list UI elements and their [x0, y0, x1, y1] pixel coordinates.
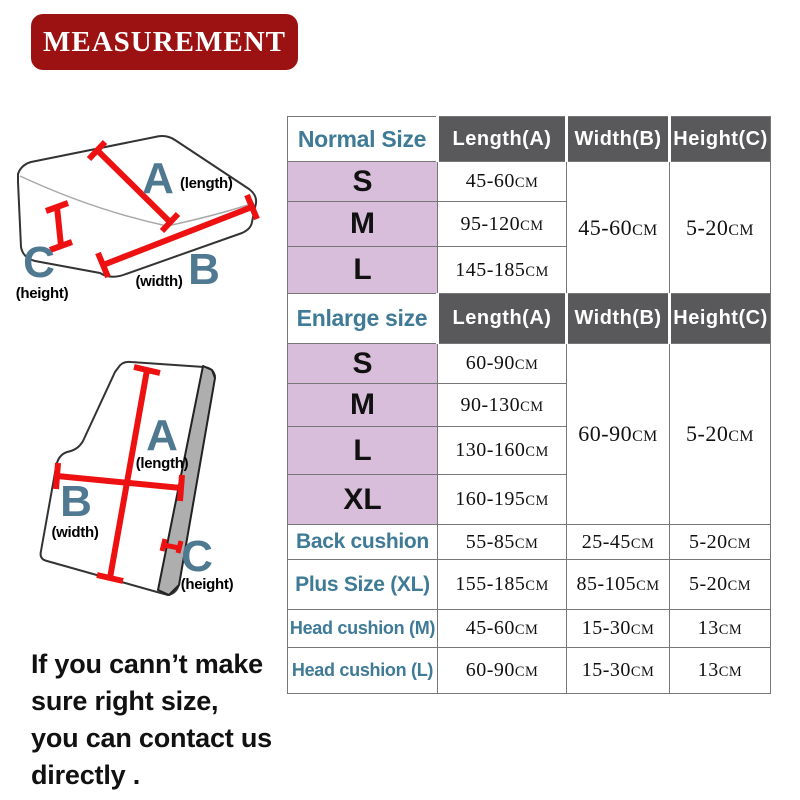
height-cell-plus-size	[670, 560, 771, 610]
length-value: 60-90	[465, 659, 515, 681]
label-b-sub: (width)	[51, 524, 99, 541]
length-cell-enlarge-l	[438, 427, 567, 475]
col-header-height-enlarge: Height(C)	[670, 294, 771, 344]
unit-label: CM	[525, 493, 549, 509]
unit-label: CM	[514, 175, 539, 191]
height-value: 5-20	[688, 573, 728, 595]
label-b: B	[188, 245, 220, 294]
size-cell-normal-l: L	[288, 247, 438, 294]
width-cell-head-cushion-m	[567, 610, 670, 648]
unit-label: CM	[718, 622, 743, 638]
col-header-width-normal: Width(B)	[567, 117, 670, 162]
size-cell-normal-s: S	[288, 162, 438, 202]
unit-label: CM	[728, 428, 754, 445]
row-label-head-cushion-l: Head cushion (L)	[288, 648, 438, 694]
length-cell-normal-l	[438, 247, 567, 294]
height-cell-back-cushion	[670, 525, 771, 560]
label-c: C	[23, 238, 55, 287]
label-c-sub: (height)	[15, 285, 69, 302]
length-value: 45-60	[465, 170, 515, 192]
width-value: 15-30	[581, 659, 631, 681]
label-b: B	[60, 477, 92, 526]
length-value: 160-195	[455, 488, 526, 510]
unit-label: CM	[525, 444, 549, 460]
width-value: 60-90	[578, 421, 633, 446]
label-a-sub: (length)	[180, 175, 233, 192]
width-value: 85-105	[576, 573, 637, 595]
unit-label: CM	[520, 398, 544, 415]
width-cell-enlarge-merged	[567, 344, 670, 525]
unit-label: CM	[727, 535, 752, 552]
unit-label: CM	[514, 622, 539, 638]
label-c-sub: (height)	[180, 576, 234, 593]
height-cell-enlarge-merged	[670, 344, 771, 525]
row-label-plus-size: Plus Size (XL)	[288, 560, 438, 610]
size-cell-enlarge-xl: XL	[288, 475, 438, 525]
length-cell-enlarge-s	[438, 344, 567, 384]
length-value: 90-130	[460, 393, 521, 416]
note-line: sure right size,	[31, 686, 219, 716]
note-line: If you cann’t make	[31, 649, 263, 679]
unit-label: CM	[630, 622, 655, 638]
width-value: 25-45	[581, 530, 631, 553]
size-cell-enlarge-l: L	[288, 427, 438, 475]
length-value: 45-60	[465, 617, 515, 639]
height-cell-normal-merged	[670, 162, 771, 294]
height-value: 13	[697, 617, 719, 639]
seat-cushion-diagram	[8, 112, 288, 317]
unit-label: CM	[636, 578, 660, 594]
title-banner	[31, 14, 298, 70]
size-cell-enlarge-m: M	[288, 384, 438, 427]
length-value: 130-160	[455, 439, 526, 461]
unit-label: CM	[630, 664, 655, 680]
label-c: C	[181, 532, 213, 581]
width-value: 15-30	[581, 617, 631, 639]
width-value: 45-60	[578, 214, 633, 240]
unit-label: CM	[632, 221, 658, 239]
length-value: 60-90	[465, 352, 515, 374]
page-title: MEASUREMENT	[42, 25, 286, 58]
height-cell-head-cushion-l	[670, 648, 771, 694]
unit-label: CM	[514, 664, 539, 680]
note-line: you can contact us	[31, 723, 272, 753]
label-b-sub: (width)	[135, 273, 183, 290]
section-title-enlarge: Enlarge size	[288, 294, 438, 344]
row-label-back-cushion: Back cushion	[288, 525, 438, 560]
height-value: 5-20	[686, 421, 729, 446]
length-value: 55-85	[465, 530, 515, 553]
label-a: A	[146, 411, 178, 460]
unit-label: CM	[718, 664, 743, 680]
length-value: 145-185	[455, 258, 526, 281]
col-header-length-normal: Length(A)	[438, 117, 567, 162]
unit-label: CM	[728, 221, 754, 239]
length-cell-plus-size	[438, 560, 567, 610]
length-cell-enlarge-m	[438, 384, 567, 427]
height-value: 5-20	[688, 530, 728, 553]
unit-label: CM	[514, 535, 539, 552]
col-header-height-normal: Height(C)	[670, 117, 771, 162]
size-table	[287, 116, 771, 694]
label-a: A	[142, 154, 174, 203]
row-label-head-cushion-m: Head cushion (M)	[288, 610, 438, 648]
note-line: directly .	[31, 760, 141, 790]
size-cell-enlarge-s: S	[288, 344, 438, 384]
unit-label: CM	[520, 217, 544, 234]
col-header-width-enlarge: Width(B)	[567, 294, 670, 344]
width-cell-back-cushion	[567, 525, 670, 560]
length-cell-normal-m	[438, 202, 567, 247]
length-cell-normal-s	[438, 162, 567, 202]
back-cushion-diagram	[15, 345, 285, 625]
unit-label: CM	[630, 535, 655, 552]
height-value: 5-20	[686, 214, 729, 240]
length-cell-head-cushion-m	[438, 610, 567, 648]
width-cell-plus-size	[567, 560, 670, 610]
unit-label: CM	[727, 578, 752, 594]
unit-label: CM	[632, 428, 658, 445]
width-cell-normal-merged	[567, 162, 670, 294]
label-a-sub: (length)	[135, 455, 189, 472]
height-value: 13	[697, 659, 719, 681]
section-title-normal: Normal Size	[288, 117, 438, 162]
height-cell-head-cushion-m	[670, 610, 771, 648]
length-value: 95-120	[460, 212, 521, 235]
col-header-length-enlarge: Length(A)	[438, 294, 567, 344]
size-cell-normal-m: M	[288, 202, 438, 247]
width-cell-head-cushion-l	[567, 648, 670, 694]
length-cell-enlarge-xl	[438, 475, 567, 525]
contact-note	[31, 646, 301, 794]
unit-label: CM	[514, 357, 539, 373]
unit-label: CM	[525, 263, 549, 280]
unit-label: CM	[525, 578, 549, 594]
length-cell-head-cushion-l	[438, 648, 567, 694]
length-value: 155-185	[455, 573, 526, 595]
length-cell-back-cushion	[438, 525, 567, 560]
